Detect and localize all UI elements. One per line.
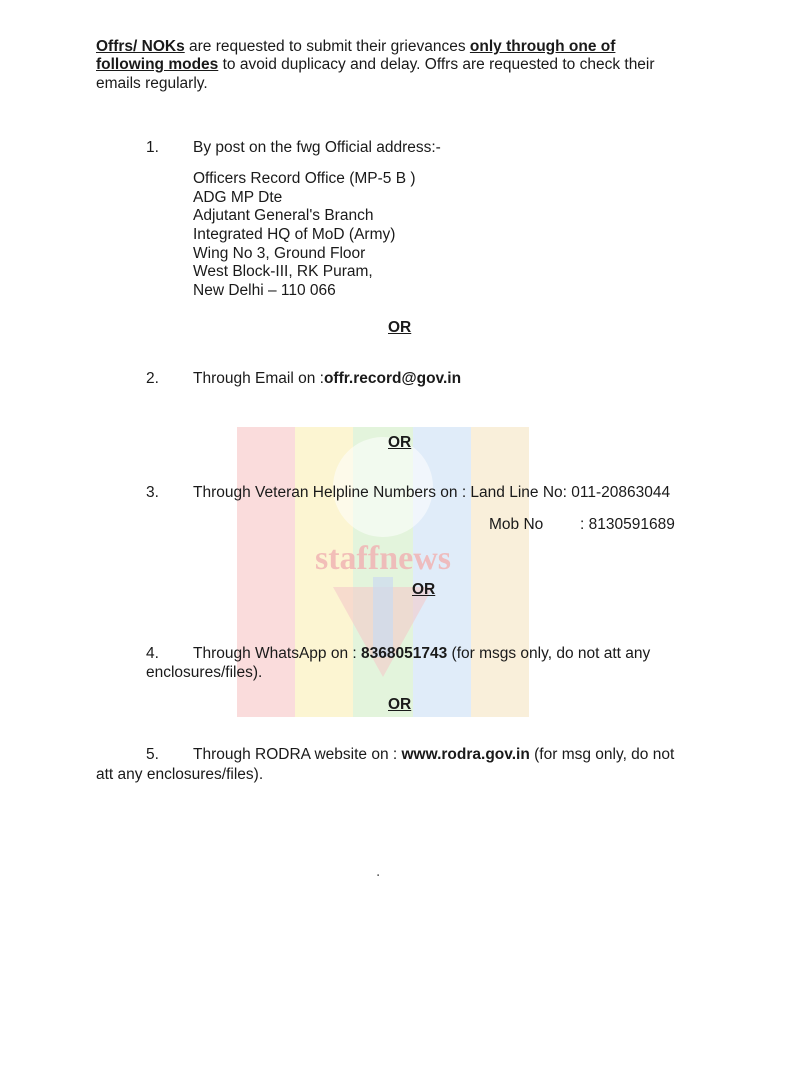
item-5-note: (for msg only, do not [529,746,675,763]
item-5-label: Through RODRA website on : [193,746,402,763]
address-line: ADG MP Dte [193,189,283,206]
intro-line-2 [96,56,655,74]
item-2-label: Through Email on : [193,370,324,387]
address-line: Wing No 3, Ground Floor [193,245,366,262]
item-4-number: 4. [146,645,159,662]
item-2-line [193,370,461,388]
item-5-line-2: att any enclosures/files). [96,766,264,783]
whatsapp-number: 8368051743 [361,645,448,662]
item-4-label: Through WhatsApp on : [193,645,362,662]
only-through-2: following modes [96,56,219,73]
address-line: Adjutant General's Branch [193,207,374,224]
item-4-line-2: enclosures/files). [146,664,263,681]
or-separator: OR [388,434,412,451]
item-4-note: (for msgs only, do not att any [447,645,651,662]
intro-text-1: are requested to submit their grievances [184,38,470,55]
only-through-1: only through one of [469,38,616,55]
mobile-number: : 8130591689 [580,516,675,533]
email-address: offr.record@gov.in [323,370,462,387]
stray-mark: . [376,863,381,880]
offrs-noks: Offrs/ NOKs [96,38,185,55]
address-line: New Delhi – 110 066 [193,282,336,299]
staffnews-watermark [237,427,529,717]
item-1-label: By post on the fwg Official address:- [193,139,441,156]
watermark-text: staffnews [315,540,451,577]
intro-text-2: to avoid duplicacy and delay. Offrs are requested to check their [218,56,655,73]
item-3-number: 3. [146,484,159,501]
or-separator: OR [412,581,436,598]
address-line: West Block-III, RK Puram, [193,263,373,280]
address-line: Officers Record Office (MP-5 B ) [193,170,416,187]
or-separator: OR [388,696,412,713]
item-1-number: 1. [146,139,159,156]
item-4-line [193,645,650,663]
item-2-number: 2. [146,370,159,387]
address-line: Integrated HQ of MoD (Army) [193,226,396,243]
intro-line-3: emails regularly. [96,75,208,92]
item-5-line [193,746,674,764]
intro-line-1 [96,38,615,56]
mobile-label: Mob No [489,516,544,533]
rodra-website: www.rodra.gov.in [401,746,530,763]
item-5-number: 5. [146,746,159,763]
or-separator: OR [388,319,412,336]
item-3-label: Through Veteran Helpline Numbers on : Land Line No: 011-20863044 [193,484,671,501]
